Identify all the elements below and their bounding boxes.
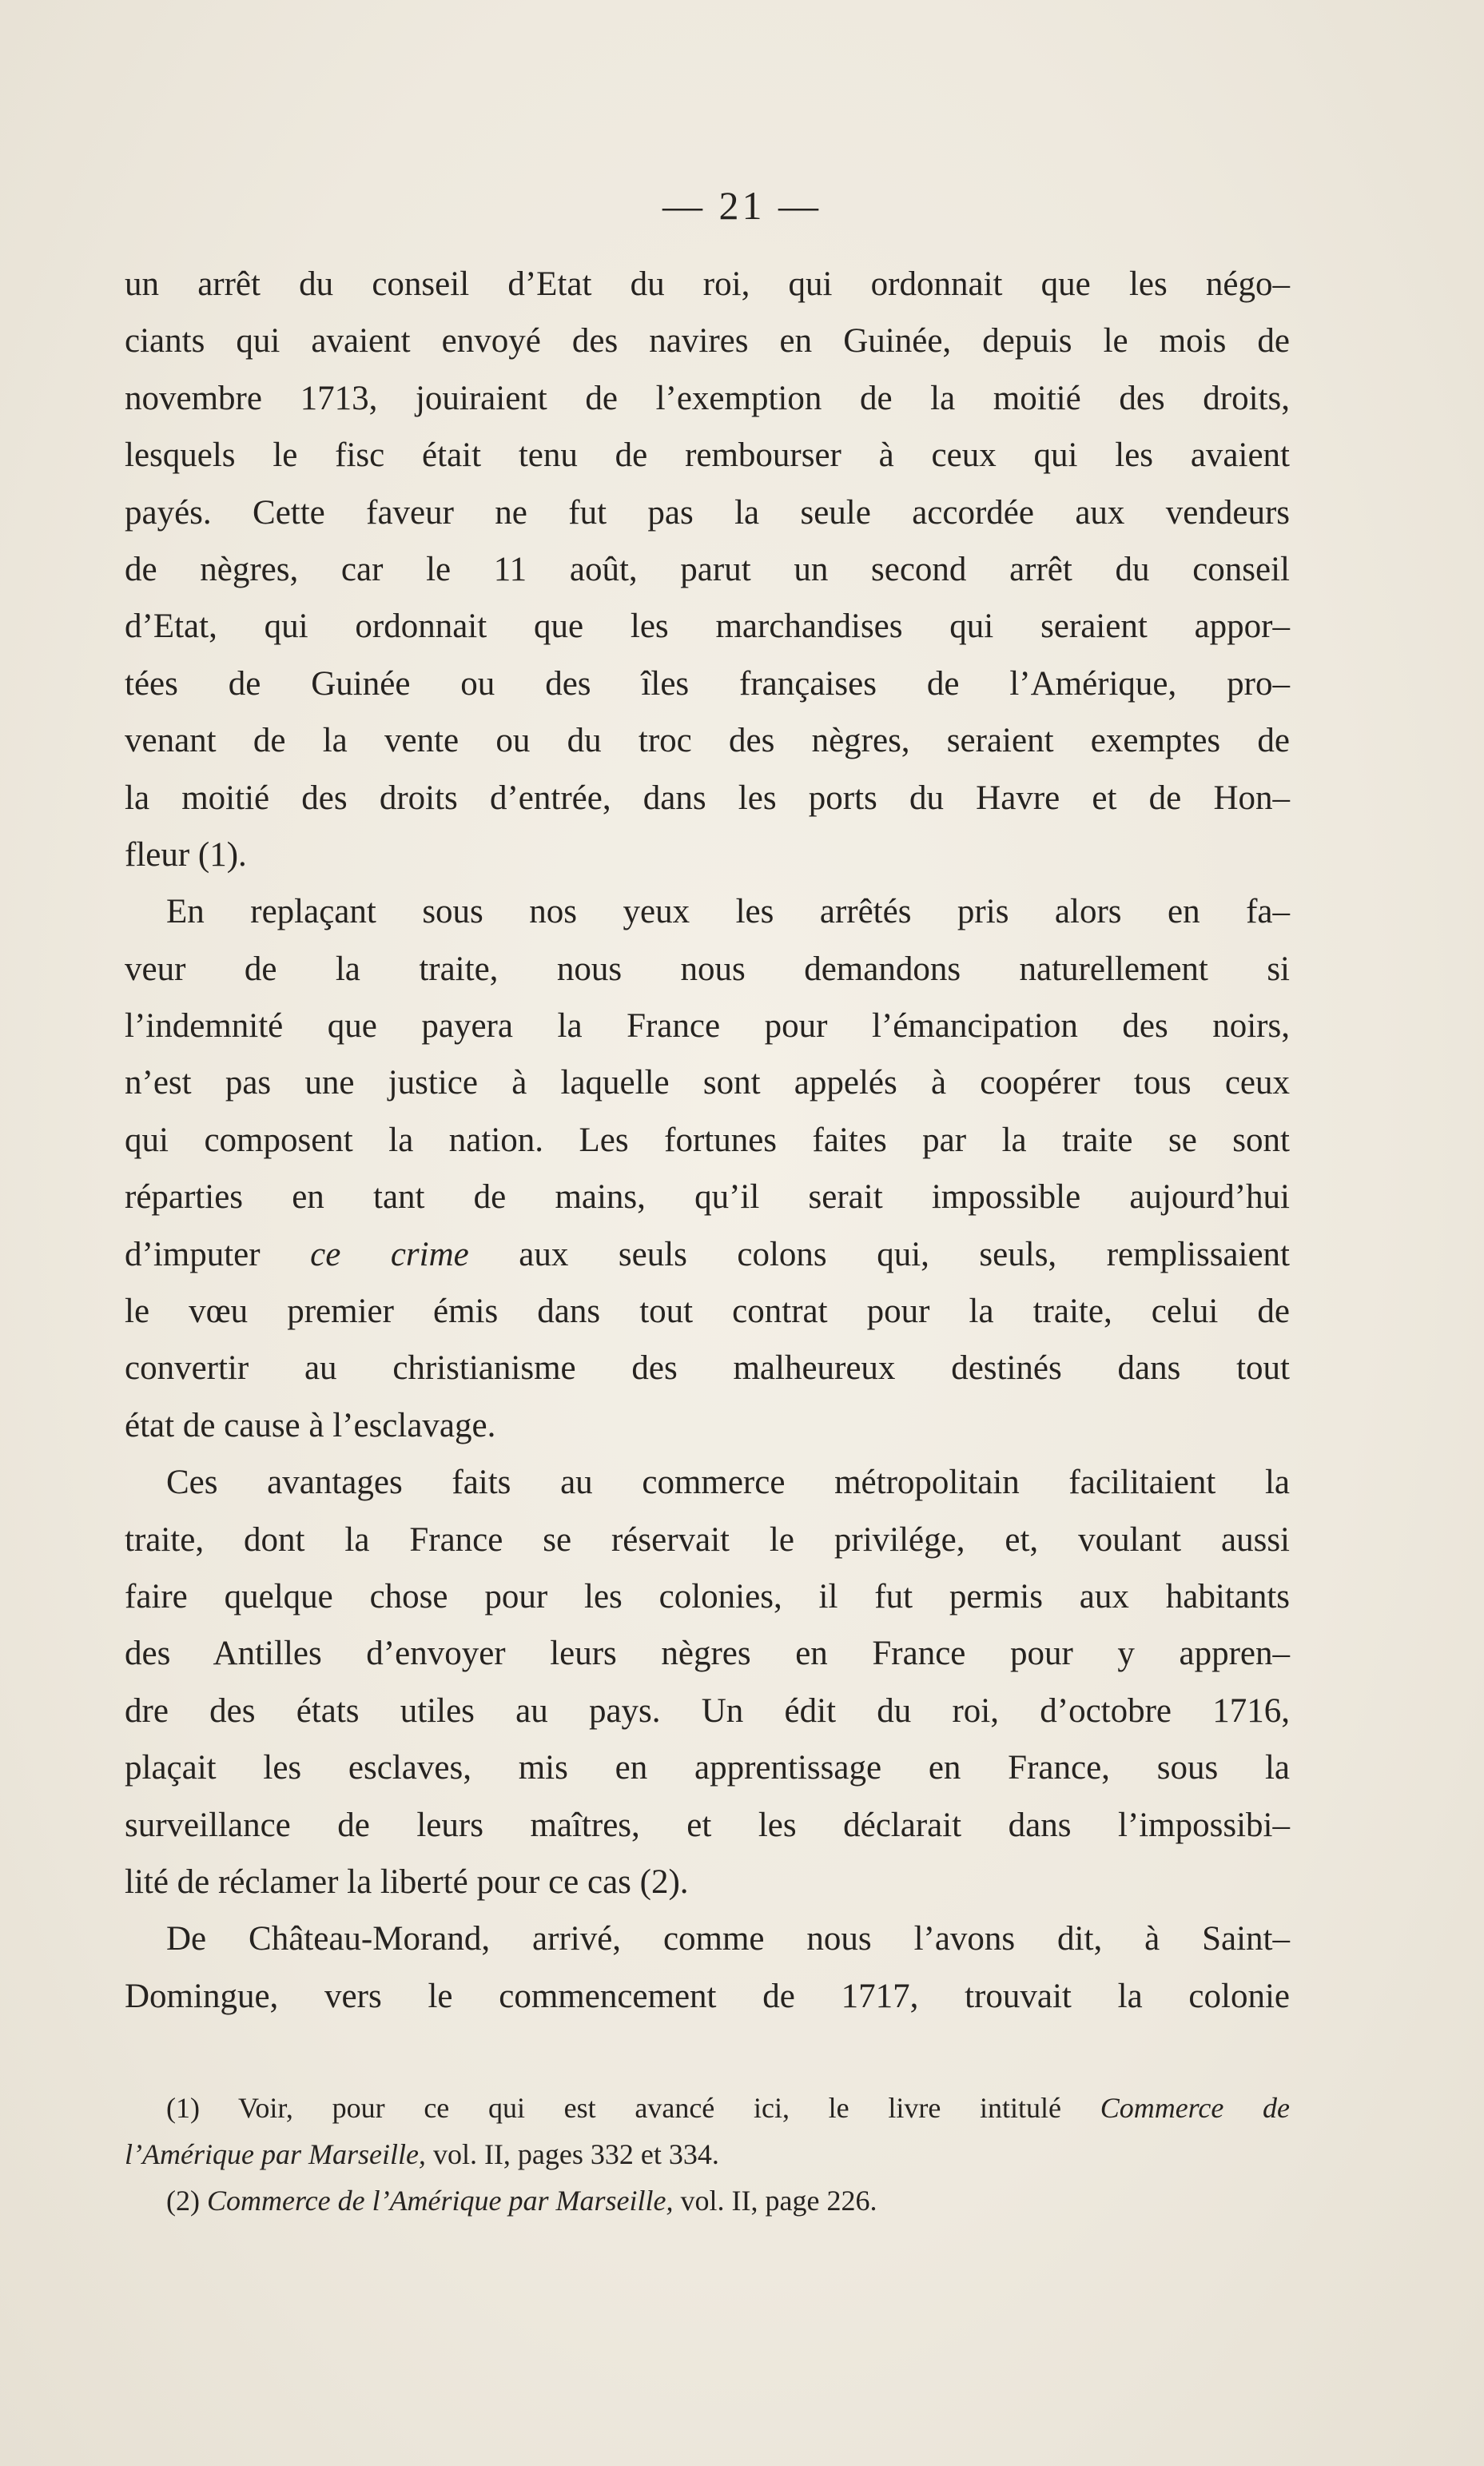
- text-line: de nègres, car le 11 août, parut un second arrêt du conseil: [125, 550, 1290, 588]
- text-segment: De Château-Morand, arrivé, comme nous l’avons dit, à Saint–: [166, 1920, 1290, 1958]
- text-line: l’indemnité que payera la France pour l’émancipation des noirs,: [125, 1007, 1290, 1046]
- text-segment: aux seuls colons qui, seuls, remplissaient: [468, 1235, 1290, 1273]
- footnote-1-line-2: [125, 2131, 1290, 2177]
- text-line: fleur (1).: [125, 835, 247, 874]
- text-segment: d’imputer: [125, 1235, 311, 1273]
- footnote-text: (1) Voir, pour ce qui est avancé ici, le livre intitulé: [166, 2092, 1100, 2124]
- text-line: venant de la vente ou du troc des nègres, seraient exemptes de: [125, 722, 1290, 760]
- text-segment: Ces avantages faits au commerce métropolitain facilitaient la: [166, 1464, 1290, 1502]
- text-line-with-italic: [125, 1226, 1290, 1283]
- footnote-title: l’Amérique par Marseille,: [125, 2138, 426, 2170]
- text-line: novembre 1713, jouiraient de l’exemption de la moitié des droits,: [125, 379, 1290, 417]
- footnote-text: vol. II, pages 332 et 334.: [425, 2138, 719, 2170]
- page-number: — 21 —: [662, 183, 822, 228]
- text-line: d’Etat, qui ordonnait que les marchandises qui seraient appor–: [125, 608, 1290, 646]
- text-line: état de cause à l’esclavage.: [125, 1406, 496, 1444]
- footnote-text: vol. II, page 226.: [673, 2185, 877, 2217]
- text-line: n’est pas une justice à laquelle sont appelés à coopérer tous ceux: [125, 1064, 1290, 1102]
- text-line: le vœu premier émis dans tout contrat pour la traite, celui de: [125, 1293, 1290, 1331]
- text-line: payés. Cette faveur ne fut pas la seule accordée aux vendeurs: [125, 493, 1290, 532]
- text-line: lité de réclamer la liberté pour ce cas (2).: [125, 1862, 689, 1901]
- paragraph-line: [125, 883, 1290, 940]
- text-line: qui composent la nation. Les fortunes faites par la traite se sont: [125, 1121, 1290, 1159]
- text-line: convertir au christianisme des malheureux destinés dans tout: [125, 1349, 1290, 1388]
- text-segment: En replaçant sous nos yeux les arrêtés pris alors en fa–: [166, 893, 1290, 931]
- text-line: dre des états utiles au pays. Un édit du roi, d’octobre 1716,: [125, 1691, 1290, 1730]
- footnote-text: (2): [166, 2185, 207, 2217]
- text-line: plaçait les esclaves, mis en apprentissage en France, sous la: [125, 1749, 1290, 1787]
- text-line: réparties en tant de mains, qu’il serait impossible aujourd’hui: [125, 1178, 1290, 1217]
- footnote-title: Commerce de l’Amérique par Marseille,: [206, 2185, 674, 2217]
- footnote-2: [125, 2177, 1290, 2224]
- paragraph-line: [125, 1454, 1290, 1511]
- body-text: [125, 256, 1290, 2025]
- italic-phrase: ce crime: [310, 1235, 469, 1273]
- text-line: veur de la traite, nous nous demandons naturellement si: [125, 950, 1290, 988]
- text-line: tées de Guinée ou des îles françaises de l’Amérique, pro–: [125, 664, 1290, 703]
- text-line: traite, dont la France se réservait le privilége, et, voulant aussi: [125, 1520, 1290, 1559]
- footnotes: [125, 2085, 1290, 2224]
- text-line: surveillance de leurs maîtres, et les déclarait dans l’impossibi–: [125, 1806, 1290, 1844]
- text-line: des Antilles d’envoyer leurs nègres en France pour y appren–: [125, 1635, 1290, 1673]
- text-line: lesquels le fisc était tenu de rembourser à ceux qui les avaient: [125, 436, 1290, 475]
- footnote-1-line-1: [125, 2085, 1290, 2131]
- footnote-title: Commerce de: [1100, 2092, 1290, 2124]
- text-line: un arrêt du conseil d’Etat du roi, qui ordonnait que les négo–: [125, 265, 1290, 303]
- text-line: faire quelque chose pour les colonies, il fut permis aux habitants: [125, 1577, 1290, 1615]
- paragraph-line: [125, 1910, 1290, 1967]
- text-line: Domingue, vers le commencement de 1717, trouvait la colonie: [125, 1977, 1290, 2015]
- text-line: ciants qui avaient envoyé des navires en Guinée, depuis le mois de: [125, 322, 1290, 361]
- text-line: la moitié des droits d’entrée, dans les ports du Havre et de Hon–: [125, 779, 1290, 817]
